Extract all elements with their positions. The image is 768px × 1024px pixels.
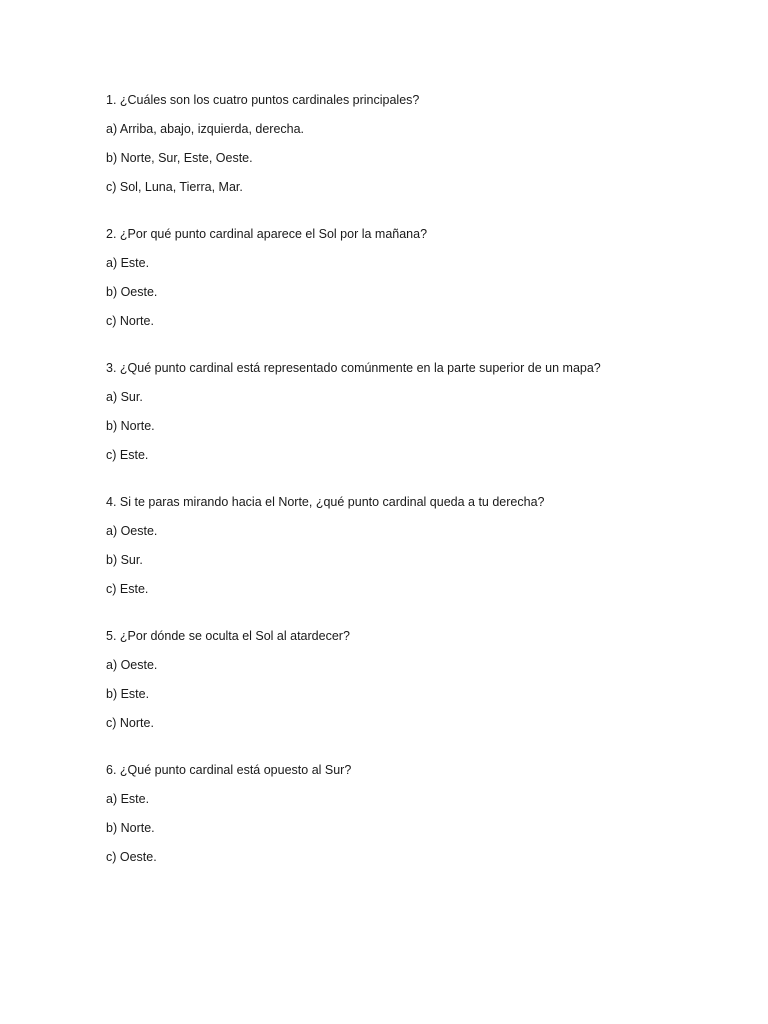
question-5-option-a: a) Oeste.: [106, 658, 158, 672]
question-4-option-b: b) Sur.: [106, 553, 143, 567]
question-block-6: [106, 761, 726, 866]
question-2-option-b: b) Oeste.: [106, 285, 158, 299]
question-3-option-c: c) Este.: [106, 448, 149, 462]
question-1-option-a: a) Arriba, abajo, izquierda, derecha.: [106, 122, 305, 136]
question-block-4: [106, 493, 726, 598]
question-3-option-b: b) Norte.: [106, 419, 155, 433]
question-5-text: 5. ¿Por dónde se oculta el Sol al atardecer?: [106, 629, 350, 643]
quiz-content: [106, 91, 726, 895]
question-6-option-b: b) Norte.: [106, 821, 155, 835]
question-block-2: [106, 225, 726, 330]
question-3-text: 3. ¿Qué punto cardinal está representado comúnmente en la parte superior de un mapa?: [106, 361, 601, 375]
question-2-text: 2. ¿Por qué punto cardinal aparece el Sol por la mañana?: [106, 227, 428, 241]
question-6-text: 6. ¿Qué punto cardinal está opuesto al Sur?: [106, 763, 352, 777]
question-1-option-c: c) Sol, Luna, Tierra, Mar.: [106, 180, 243, 194]
question-4-option-c: c) Este.: [106, 582, 149, 596]
question-2-option-c: c) Norte.: [106, 314, 154, 328]
question-3-option-a: a) Sur.: [106, 390, 143, 404]
question-6-option-a: a) Este.: [106, 792, 150, 806]
question-5-option-c: c) Norte.: [106, 716, 154, 730]
question-block-1: [106, 91, 726, 196]
question-block-3: [106, 359, 726, 464]
question-6-option-c: c) Oeste.: [106, 850, 157, 864]
question-4-option-a: a) Oeste.: [106, 524, 158, 538]
question-1-text: 1. ¿Cuáles son los cuatro puntos cardinales principales?: [106, 93, 420, 107]
question-2-option-a: a) Este.: [106, 256, 150, 270]
question-5-option-b: b) Este.: [106, 687, 150, 701]
question-4-text: 4. Si te paras mirando hacia el Norte, ¿qué punto cardinal queda a tu derecha?: [106, 495, 545, 509]
question-block-5: [106, 627, 726, 732]
question-1-option-b: b) Norte, Sur, Este, Oeste.: [106, 151, 253, 165]
